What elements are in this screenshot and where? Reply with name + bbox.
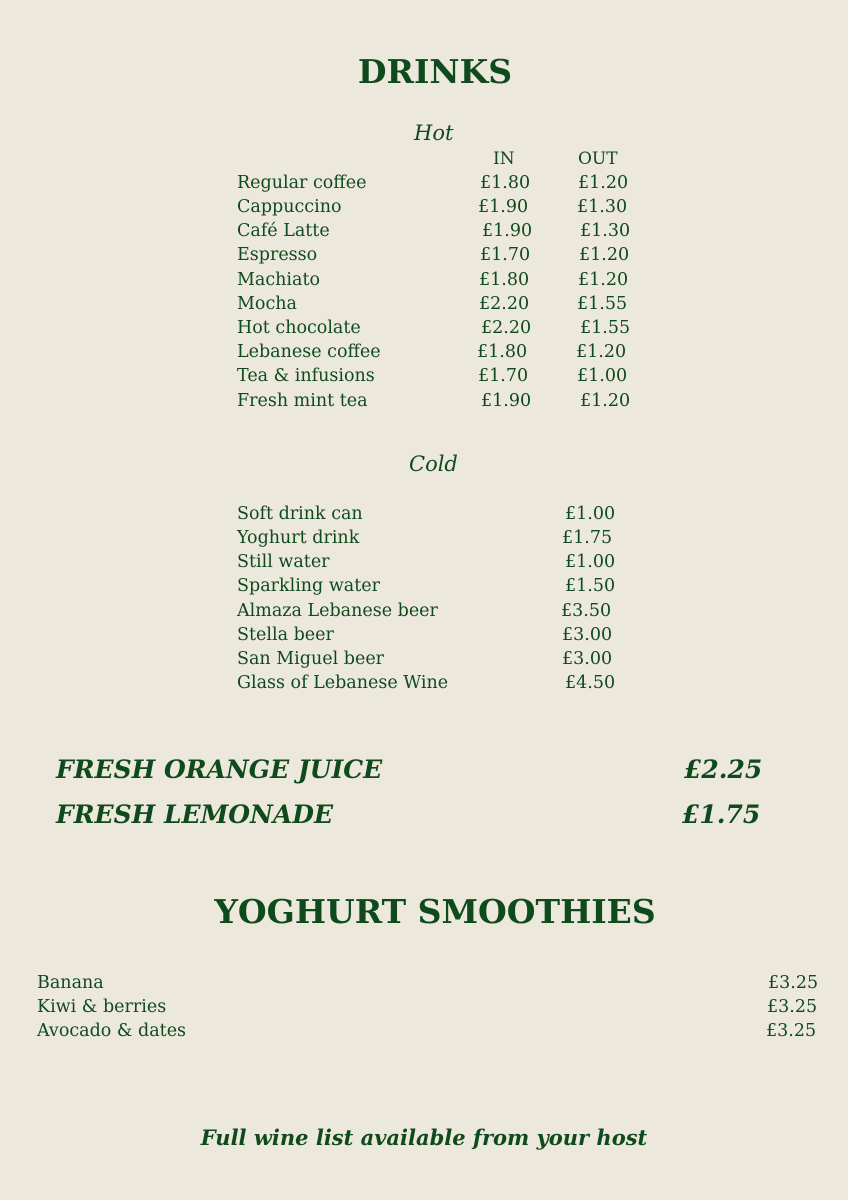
menu-item-name: Tea & infusions	[237, 366, 375, 386]
smoothie-item-name: Kiwi & berries	[37, 997, 167, 1017]
drinks-title: DRINKS	[357, 52, 513, 91]
col-in-label: IN	[493, 149, 515, 169]
menu-item-price: £1.50	[565, 576, 616, 596]
menu-item-name: Espresso	[237, 245, 318, 265]
fresh-item-price: £1.75	[682, 800, 761, 829]
menu-item-name: Regular coffee	[237, 173, 367, 193]
menu-item-name: Soft drink can	[237, 504, 363, 524]
menu-item-price-in: £1.80	[480, 173, 531, 193]
menu-item-name: Fresh mint tea	[237, 391, 368, 411]
menu-item-price-out: £1.30	[580, 221, 631, 241]
menu-item-price: £3.50	[561, 601, 612, 621]
menu-item-price-out: £1.30	[577, 197, 628, 217]
menu-item-name: Machiato	[237, 270, 321, 290]
menu-item-name: Hot chocolate	[237, 318, 361, 338]
menu-item-price: £1.75	[562, 528, 613, 548]
menu-item-price-out: £1.20	[580, 391, 631, 411]
fresh-item-name: FRESH ORANGE JUICE	[56, 755, 383, 784]
menu-item-name: Yoghurt drink	[237, 528, 360, 548]
menu-item-price-in: £1.90	[482, 221, 533, 241]
cold-heading: Cold	[409, 452, 458, 476]
smoothies-title: YOGHURT SMOOTHIES	[214, 892, 656, 931]
menu-item-price-out: £1.55	[580, 318, 631, 338]
menu-item-name: Cappuccino	[237, 197, 342, 217]
smoothie-item-price: £3.25	[767, 997, 818, 1017]
menu-item-name: San Miguel beer	[237, 649, 385, 669]
menu-item-price-in: £1.70	[478, 366, 529, 386]
menu-item-name: Stella beer	[237, 625, 334, 645]
smoothie-item-price: £3.25	[768, 973, 819, 993]
menu-item-price-in: £1.80	[477, 342, 528, 362]
menu-item-price-in: £1.80	[479, 270, 530, 290]
menu-item-price: £3.00	[562, 649, 613, 669]
menu-item-price-in: £1.90	[481, 391, 532, 411]
menu-item-price: £3.00	[562, 625, 613, 645]
menu-item-price-in: £2.20	[479, 294, 530, 314]
menu-item-price-in: £2.20	[481, 318, 532, 338]
smoothie-item-price: £3.25	[766, 1021, 817, 1041]
menu-item-price-out: £1.55	[577, 294, 628, 314]
menu-item-price-out: £1.20	[579, 245, 630, 265]
col-out-label: OUT	[578, 149, 618, 169]
menu-item-name: Still water	[237, 552, 330, 572]
hot-heading: Hot	[414, 121, 454, 145]
menu-item-name: Café Latte	[237, 221, 330, 241]
smoothie-item-name: Avocado & dates	[37, 1021, 187, 1041]
menu-item-price-out: £1.20	[578, 173, 629, 193]
menu-item-price-in: £1.70	[480, 245, 531, 265]
menu-item-price-in: £1.90	[478, 197, 529, 217]
smoothie-item-name: Banana	[37, 973, 104, 993]
menu-item-price-out: £1.00	[577, 366, 628, 386]
menu-item-name: Almaza Lebanese beer	[237, 601, 438, 621]
fresh-item-name: FRESH LEMONADE	[56, 800, 334, 829]
fresh-item-price: £2.25	[684, 755, 763, 784]
menu-item-name: Lebanese coffee	[237, 342, 381, 362]
footer-note: Full wine list available from your host	[200, 1125, 648, 1150]
menu-item-price: £1.00	[565, 552, 616, 572]
menu-item-name: Sparkling water	[237, 576, 380, 596]
menu-item-price: £1.00	[565, 504, 616, 524]
menu-item-price-out: £1.20	[578, 270, 629, 290]
menu-item-name: Mocha	[237, 294, 297, 314]
menu-item-price: £4.50	[565, 673, 616, 693]
menu-item-name: Glass of Lebanese Wine	[237, 673, 449, 693]
menu-item-price-out: £1.20	[576, 342, 627, 362]
